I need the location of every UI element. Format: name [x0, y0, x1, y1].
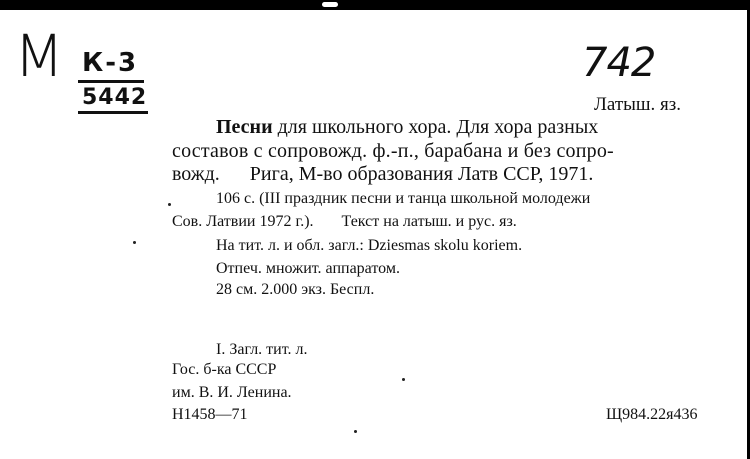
subject-entry: I. Загл. тит. л. — [216, 341, 308, 358]
title-bold: Песни — [216, 116, 273, 138]
ink-speck — [354, 430, 357, 433]
description-line: составов с сопровожд. ф.-п., барабана и без сопро- — [172, 140, 614, 162]
handwritten-code-top: К-3 — [82, 48, 139, 78]
title-line — [216, 116, 598, 139]
ink-speck — [402, 378, 405, 381]
handwritten-underline — [78, 111, 148, 114]
library-name: Гос. б-ка СССР — [172, 361, 277, 378]
imprint-line: вожд. Рига, М-во образования Латв ССР, 1971. — [172, 163, 594, 185]
language-note: Латыш. яз. — [594, 94, 682, 115]
note-parallel-title: На тит. л. и обл. загл.: Dziesmas skolu koriem. — [216, 237, 523, 254]
title-rest: для школьного хора. Для хора разных — [272, 116, 599, 138]
ink-speck — [168, 203, 171, 206]
handwritten-number: 742 — [582, 40, 656, 86]
note-physical: 28 см. 2.000 экз. Беспл. — [216, 281, 375, 298]
library-name-2: им. В. И. Ленина. — [172, 384, 292, 401]
note-printing: Отпеч. множит. аппаратом. — [216, 260, 400, 277]
series-line: 106 с. (III праздник песни и танца школьной молодежи — [216, 190, 591, 207]
handwritten-letter: М — [14, 22, 63, 90]
catalog-card — [0, 10, 747, 459]
classification-code: Щ984.22я436 — [606, 406, 698, 423]
top-edge-mark — [322, 2, 338, 7]
handwritten-underline — [78, 80, 144, 83]
handwritten-code-bottom: 5442 — [82, 85, 148, 110]
series-line-2: Сов. Латвии 1972 г.). Текст на латыш. и рус. яз. — [172, 213, 517, 230]
card-number: Н1458—71 — [172, 406, 248, 423]
ink-speck — [133, 241, 136, 244]
